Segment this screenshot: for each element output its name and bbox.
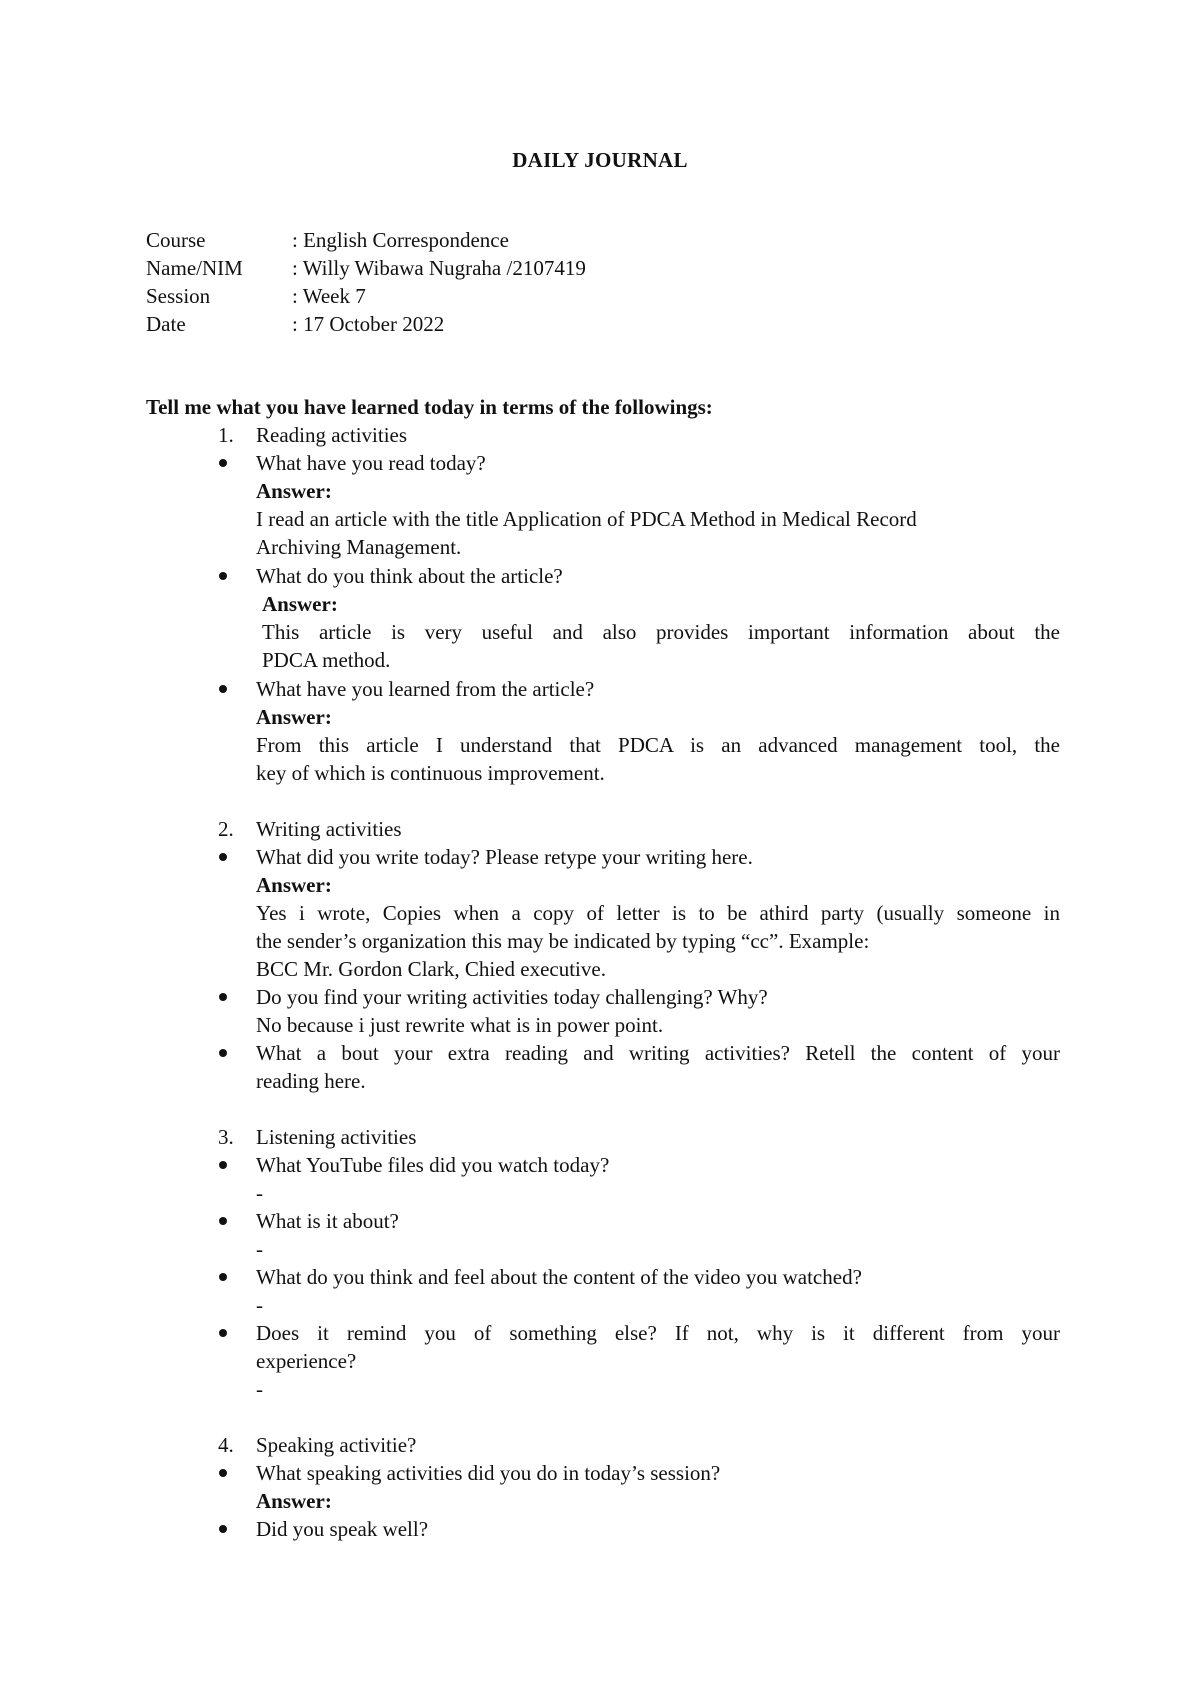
bullet-icon — [219, 1329, 227, 1337]
meta-row-session — [146, 282, 586, 310]
answer-text: - — [256, 1377, 263, 1401]
question: What a bout your extra reading and writing activities? Retell the content of your — [256, 1041, 1060, 1065]
section-number: 2. — [218, 817, 234, 841]
bullet-icon — [219, 685, 227, 693]
question: Does it remind you of something else? If not, why is it different from your — [256, 1321, 1060, 1345]
bullet-icon — [219, 572, 227, 580]
answer-text: - — [256, 1181, 263, 1205]
question: What do you think about the article? — [256, 564, 563, 588]
meta-row-date — [146, 310, 586, 338]
question: experience? — [256, 1349, 357, 1373]
bullet-icon — [219, 853, 227, 861]
section-number: 4. — [218, 1433, 234, 1457]
answer-text: I read an article with the title Application of PDCA Method in Medical Record — [256, 507, 917, 531]
answer-text: This article is very useful and also provides important information about the — [262, 620, 1060, 644]
answer-text: the sender’s organization this may be indicated by typing “cc”. Example: — [256, 929, 870, 953]
meta-label: Date — [146, 312, 186, 336]
journal-meta — [146, 226, 586, 338]
answer-label: Answer: — [256, 705, 332, 729]
section-number: 1. — [218, 423, 234, 447]
section-heading: Listening activities — [256, 1125, 417, 1149]
answer-text: No because i just rewrite what is in power point. — [256, 1013, 664, 1037]
bullet-icon — [219, 993, 227, 1001]
answer-text: PDCA method. — [262, 648, 391, 672]
bullet-icon — [219, 459, 227, 467]
prompt-heading: Tell me what you have learned today in terms of the followings: — [146, 395, 713, 419]
question: What have you read today? — [256, 451, 486, 475]
section-heading: Reading activities — [256, 423, 408, 447]
question: What is it about? — [256, 1209, 399, 1233]
answer-text: From this article I understand that PDCA is an advanced management tool, the — [256, 733, 1060, 757]
meta-label: Name/NIM — [146, 256, 243, 280]
question: Do you find your writing activities today challenging? Why? — [256, 985, 768, 1009]
page-title: DAILY JOURNAL — [512, 148, 688, 172]
bullet-icon — [219, 1217, 227, 1225]
bullet-icon — [219, 1525, 227, 1533]
answer-label: Answer: — [256, 873, 332, 897]
answer-text: Yes i wrote, Copies when a copy of letter is to be athird party (usually someone in — [256, 901, 1060, 925]
answer-label: Answer: — [262, 592, 338, 616]
bullet-icon — [219, 1273, 227, 1281]
meta-value: : Willy Wibawa Nugraha /2107419 — [292, 256, 586, 280]
answer-text: - — [256, 1237, 263, 1261]
answer-label: Answer: — [256, 1489, 332, 1513]
meta-value: : English Correspondence — [292, 228, 509, 252]
section-heading: Speaking activitie? — [256, 1433, 417, 1457]
meta-value: : Week 7 — [292, 284, 366, 308]
answer-text: BCC Mr. Gordon Clark, Chied executive. — [256, 957, 606, 981]
question: Did you speak well? — [256, 1517, 429, 1541]
bullet-icon — [219, 1469, 227, 1477]
question: What do you think and feel about the content of the video you watched? — [256, 1265, 862, 1289]
meta-label: Course — [146, 228, 206, 252]
question: reading here. — [256, 1069, 366, 1093]
section-heading: Writing activities — [256, 817, 402, 841]
answer-text: key of which is continuous improvement. — [256, 761, 605, 785]
question: What have you learned from the article? — [256, 677, 595, 701]
question: What speaking activities did you do in today’s session? — [256, 1461, 721, 1485]
meta-row-course — [146, 226, 586, 254]
question: What YouTube files did you watch today? — [256, 1153, 610, 1177]
question: What did you write today? Please retype your writing here. — [256, 845, 753, 869]
bullet-icon — [219, 1049, 227, 1057]
bullet-icon — [219, 1161, 227, 1169]
answer-text: Archiving Management. — [256, 535, 462, 559]
answer-label: Answer: — [256, 479, 332, 503]
section-number: 3. — [218, 1125, 234, 1149]
meta-label: Session — [146, 284, 211, 308]
answer-text: - — [256, 1293, 263, 1317]
meta-row-name — [146, 254, 586, 282]
meta-value: : 17 October 2022 — [292, 312, 445, 336]
